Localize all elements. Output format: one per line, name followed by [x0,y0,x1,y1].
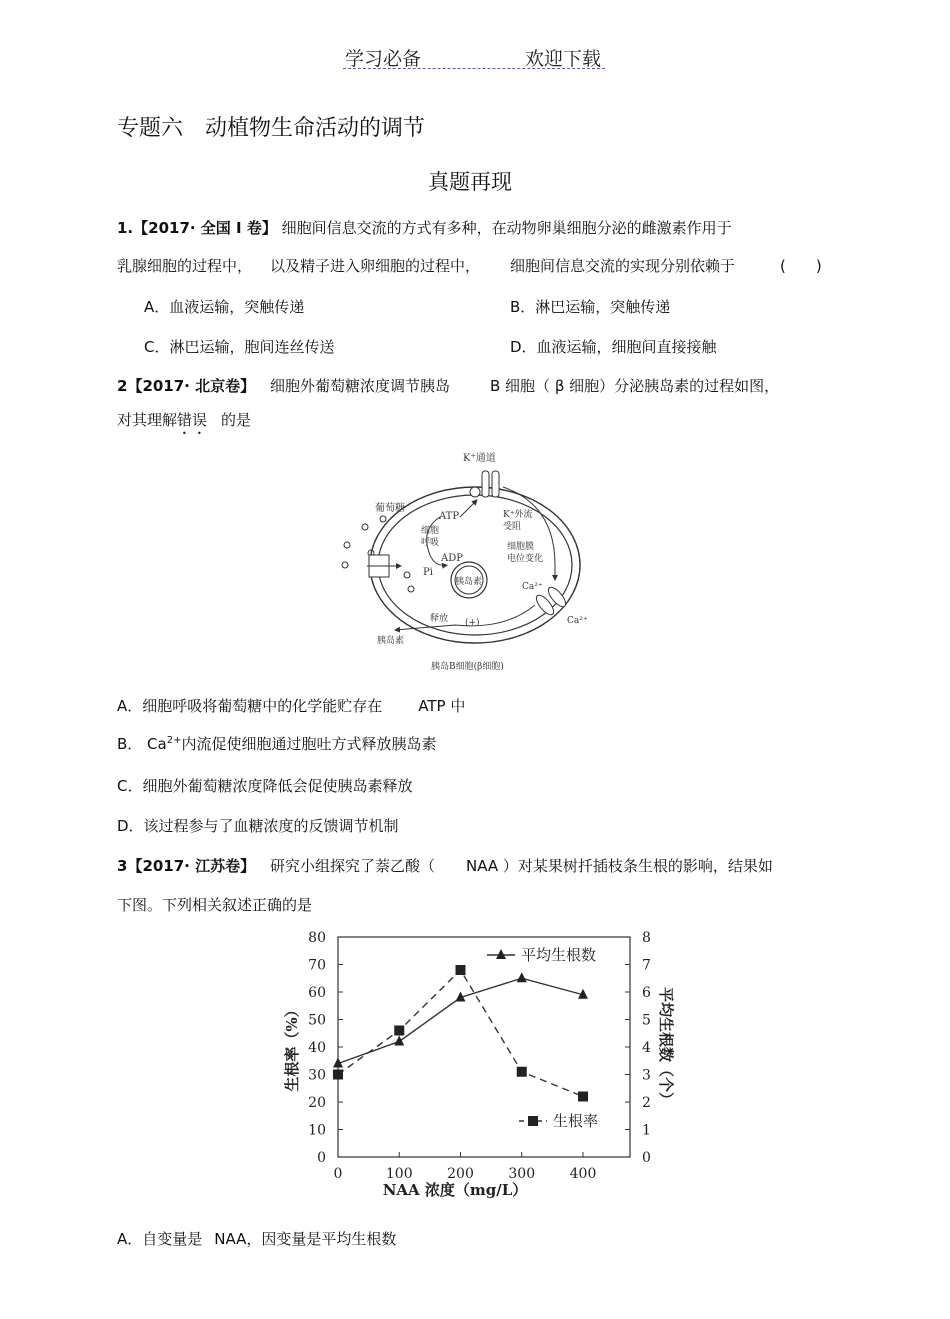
x-tick-label: 400 [569,1166,597,1182]
header-left: 学习必备 [345,48,422,70]
glucose-dot [380,516,386,522]
q3-number: 3 [117,857,128,875]
x-tick-label: 300 [508,1166,536,1182]
pi-label: Pi [423,567,433,578]
x-axis-label: NAA 浓度（mg/L） [382,1181,528,1199]
q2-option-b-pre: B． Ca [117,735,167,753]
y-left-tick-label: 30 [308,1067,326,1084]
adp-label: ADP [441,553,463,564]
y-right-tick-label: 6 [642,985,651,1001]
atp-to-channel-arrow [460,500,477,517]
q3-line1 [117,855,255,876]
y-left-tick-label: 10 [308,1122,326,1139]
q2-option-b-sup: 2+ [166,735,182,746]
data-point-square [517,1067,527,1077]
k-channel-label: K⁺通道 [463,453,496,464]
membrane-label-1: 细胞膜 [507,542,535,552]
resp-label-1: 细胞 [421,526,440,536]
x-tick-label: 100 [385,1166,413,1182]
q3-option-a-naa: NAA，因变量是平均生根数 [214,1230,397,1248]
y-right-tick-label: 7 [642,957,651,974]
page-title: 专题六 动植物生命活动的调节 [117,116,426,141]
glucose-label: 葡萄糖 [375,503,405,514]
y-right-axis-label: 平均生根数（个） [657,986,675,1108]
q2-option-b-post: 内流促使细胞通过胞吐方式释放胰岛素 [181,735,437,753]
q2-stem-2b: 的是 [221,411,252,429]
resp-label-2: 呼吸 [421,538,440,548]
glucose-dot [342,562,348,568]
x-tick-label: 0 [333,1166,343,1182]
q1-option-c: C．淋巴运输，胞间连丝传送 [144,338,335,356]
q3-option-a-text: A．自变量是 [117,1230,203,1248]
y-right-tick-label: 2 [642,1095,651,1111]
q3-source: 【2017· 江苏卷】 [127,857,256,875]
q1-source: 【2017· 全国 I 卷】 [133,219,277,237]
k-out-label-1: K⁺外流 [503,510,533,520]
series-line-rooting-rate [338,970,583,1097]
q2-option-a-text: A．细胞呼吸将葡萄糖中的化学能贮存在 [117,697,383,715]
q1-line1 [117,217,732,238]
beta-cell-diagram [335,445,605,675]
q2-stem-2 [117,409,251,438]
q2-number: 2 [117,377,128,395]
diagram-caption: 胰岛B细胞(β细胞) [431,662,504,672]
membrane-label-2: 电位变化 [507,554,544,564]
q2-option-c: C．细胞外葡萄糖浓度降低会促使胰岛素释放 [117,777,413,795]
glucose-dot [362,524,368,530]
data-point-triangle [517,972,527,982]
legend-marker-triangle [496,949,506,959]
release-plus: (+) [465,618,480,628]
y-right-tick-label: 1 [642,1122,651,1139]
q1-stem-2a: 乳腺细胞的过程中， [117,257,253,275]
q2-stem-1a: 细胞外葡萄糖浓度调节胰岛 [270,377,451,395]
release-label: 释放 [430,614,449,624]
k-channel-shape [482,471,489,497]
y-right-tick-label: 5 [642,1012,651,1029]
y-right-tick-label: 0 [642,1150,651,1166]
data-point-square [578,1092,588,1102]
q3-stem-1b: NAA ）对某果树扦插枝条生根的影响，结果如 [466,857,773,875]
glucose-dot [404,572,410,578]
q1-option-a: A．血液运输，突触传递 [144,298,305,316]
q3-option-a [117,1228,396,1249]
data-point-square [333,1070,343,1080]
y-left-tick-label: 60 [308,985,326,1001]
data-point-square [394,1026,404,1036]
legend-label-rate: 生根率 [553,1112,599,1130]
q1-number: 1. [117,219,134,237]
ca-in-label: Ca²⁺ [522,582,543,592]
q2-stem-2a: 对其理解 [117,411,178,429]
y-right-tick-label: 8 [642,930,651,946]
q2-option-a [117,695,465,716]
ca-out-label: Ca²⁺ [567,616,588,626]
data-point-square [456,965,466,975]
header-divider [343,68,605,69]
y-left-tick-label: 50 [308,1012,326,1029]
q2-emphasis: 错误 [177,411,208,429]
y-left-tick-label: 0 [317,1150,326,1166]
q1-option-b: B．淋巴运输，突触传递 [510,298,671,316]
x-tick-label: 200 [447,1166,474,1182]
y-left-tick-label: 70 [308,957,326,974]
glucose-dot [344,542,350,548]
header-right: 欢迎下载 [525,48,602,70]
q1-option-d: D．血液运输，细胞间直接接触 [510,338,717,356]
k-out-label-2: 受阻 [503,522,522,532]
insulin-in-label: 胰岛素 [455,577,483,587]
atp-label: ATP [439,511,460,522]
series-line-avg-root-count [338,978,583,1063]
naa-rooting-chart [275,925,675,1210]
q3-stem-1a: 研究小组探究了萘乙酸（ [270,857,436,875]
y-left-axis-label: 生根率（%） [283,1002,301,1092]
q2-line1 [117,375,255,396]
q2-stem-1b: B 细胞（ β 细胞）分泌胰岛素的过程如图， [490,377,780,395]
q1-answer-paren: ( ) [780,257,822,275]
q1-stem-1: 细胞间信息交流的方式有多种，在动物卵巢细胞分泌的雌激素作用于 [281,219,732,237]
legend-label-avg: 平均生根数 [521,946,597,964]
k-channel-blocker [470,487,480,497]
section-title: 真题再现 [428,170,512,194]
q2-option-d: D．该过程参与了血糖浓度的反馈调节机制 [117,817,399,835]
insulin-out-label: 胰岛素 [377,636,405,646]
q3-stem-2: 下图。下列相关叙述正确的是 [117,896,313,914]
q1-stem-2b: 以及精子进入卵细胞的过程中， [270,257,481,275]
y-right-tick-label: 3 [642,1067,651,1084]
q2-option-b [117,733,437,754]
q2-option-a-atp: ATP 中 [418,697,466,715]
q1-stem-2c: 细胞间信息交流的实现分别依赖于 [510,257,736,275]
y-left-tick-label: 20 [308,1095,326,1111]
data-point-triangle [394,1036,404,1046]
q2-source: 【2017· 北京卷】 [127,377,256,395]
k-channel-shape-2 [492,471,499,497]
potential-change-arrow [503,487,555,580]
legend-marker-square [528,1116,538,1126]
y-right-tick-label: 4 [642,1040,651,1056]
glucose-dot [408,586,414,592]
y-left-tick-label: 80 [308,930,326,946]
y-left-tick-label: 40 [308,1040,326,1056]
